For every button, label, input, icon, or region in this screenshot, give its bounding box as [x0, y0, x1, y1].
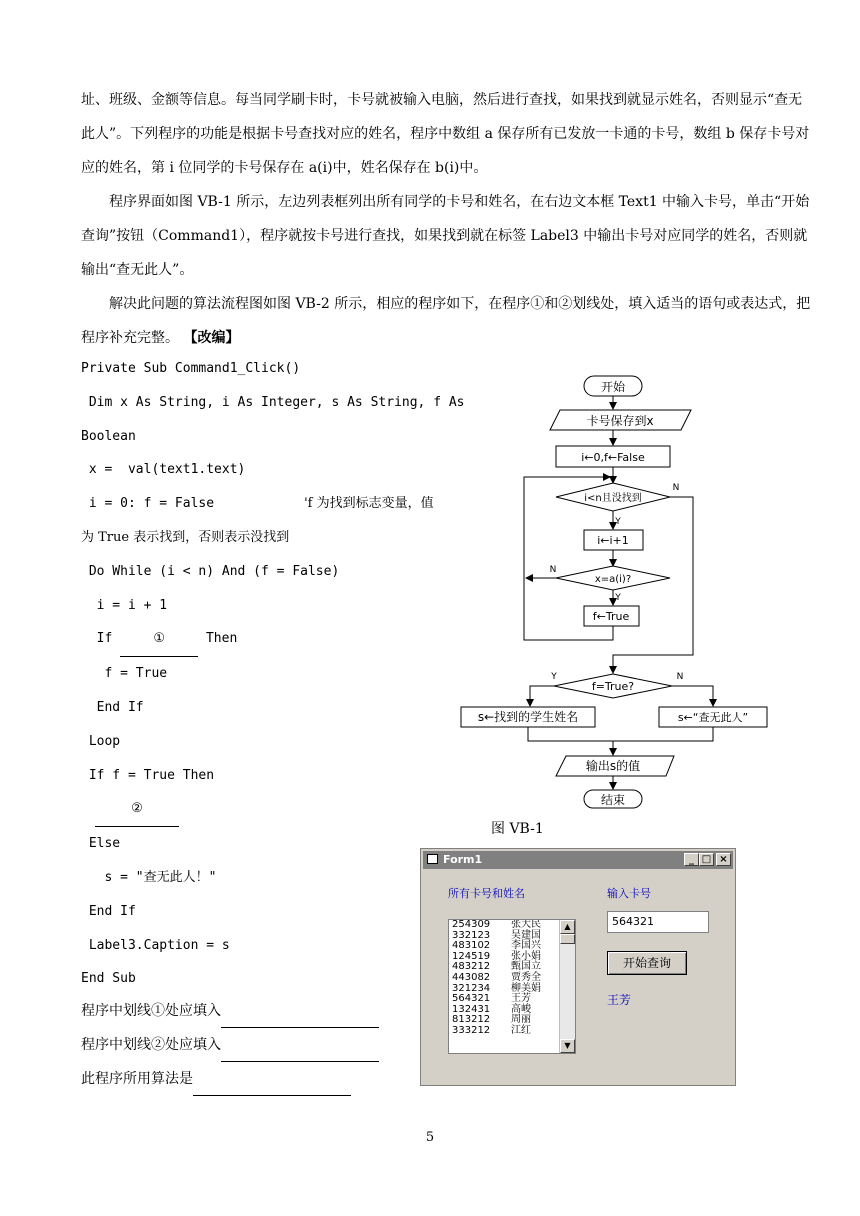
student-name: 吴建国: [511, 929, 541, 941]
code-line: s = "查无此人！": [81, 869, 217, 885]
no-label-1: N: [672, 483, 680, 493]
intro-paragraph-3: [81, 287, 811, 355]
card-id: 332123: [452, 929, 491, 941]
no-label-2: N: [549, 565, 557, 575]
adapted-tag: 【改编】: [183, 330, 240, 346]
code-line: Dim x As String, i As Integer, s As String, f As: [81, 394, 465, 410]
student-name: 张大民: [511, 919, 541, 930]
code-line: If f = True Then: [81, 767, 215, 783]
no-label-3: N: [676, 672, 684, 682]
intro-paragraph-3-text: 解决此问题的算法流程图如图 VB-2 所示，相应的程序如下，在程序①和②划线处，填入适当的语句或表达式，把程序补充完整。: [81, 296, 811, 346]
question-3-text: 此程序所用算法是: [81, 1071, 193, 1087]
code-line: Loop: [81, 733, 121, 749]
found-label: s←找到的学生姓名: [477, 710, 579, 724]
code-line: Boolean: [81, 428, 136, 444]
card-number-input[interactable]: 564321: [607, 911, 709, 933]
questions: [81, 994, 379, 1096]
question-2: [81, 1028, 379, 1062]
listbox-scrollbar[interactable]: [559, 920, 575, 1053]
card-id: 132431: [452, 1003, 491, 1015]
code-line: x = val(text1.text): [81, 462, 246, 478]
scroll-down-button[interactable]: ▼: [560, 1039, 575, 1053]
student-name: 高峻: [511, 1003, 531, 1015]
code-comment-cont: 为 True 表示找到，否则表示没找到: [81, 529, 290, 545]
intro-text: [81, 83, 811, 355]
card-id: 564321: [452, 993, 491, 1005]
code-line: End If: [81, 903, 136, 919]
student-name: 柳美娟: [511, 982, 541, 994]
card-id: 124519: [452, 950, 491, 962]
figure-caption: 图 VB-1: [491, 821, 544, 837]
settrue-label: f←True: [592, 610, 630, 623]
yes-label-2: Y: [615, 593, 621, 603]
input-label: 输入卡号: [607, 887, 651, 900]
card-id: 321234: [452, 982, 491, 994]
list-label: 所有卡号和姓名: [448, 887, 525, 900]
card-id: 813212: [452, 1014, 491, 1026]
end-label: 结束: [600, 793, 626, 807]
answer-line-2: [221, 1043, 379, 1062]
code-line-part: If: [81, 631, 121, 647]
question-1: [81, 994, 379, 1028]
code-line-part: Then: [198, 631, 238, 647]
answer-line-3: [193, 1077, 351, 1096]
blank-2: ②: [95, 792, 179, 827]
code-line: Do While (i < n) And (f = False): [81, 563, 340, 579]
window-title: Form1: [443, 853, 483, 866]
blank-1: ①: [120, 622, 198, 657]
code-line: Else: [81, 836, 121, 852]
minimize-button[interactable]: _: [684, 853, 699, 866]
code-line: [81, 487, 461, 521]
notfound-label: s←“查无此人”: [677, 711, 749, 724]
code-line-part: i = 0: f = False: [81, 496, 215, 512]
card-id: 254309: [452, 919, 491, 930]
scroll-up-button[interactable]: ▲: [560, 920, 575, 934]
student-name: 周丽: [511, 1014, 531, 1026]
title-bar[interactable]: [423, 851, 733, 869]
intro-paragraph-2: 程序界面如图 VB-1 所示，左边列表框列出所有同学的卡号和姓名，在右边文本框 Text1 中输入卡号，单击“开始查询”按钮（Command1），程序就按卡号进行查找，如果找到就在标签 Label3 中输出卡号对应同学的姓名，否则就输出“查无此人”。: [81, 194, 810, 278]
cond3-label: f=True?: [591, 680, 635, 693]
start-query-button[interactable]: 开始查询: [607, 951, 687, 975]
intro-paragraph-1: 址、班级、金额等信息。每当同学刷卡时，卡号就被输入电脑，然后进行查找，如果找到就显示姓名，否则显示“查无此人”。下列程序的功能是根据卡号查找对应的姓名，程序中数组 a 保存所有已发放一卡通的卡号，数组 b 保存卡号对应的姓名，第 i 位同学的卡号保存在 a(i)中，姓名保存在 b(i)中。: [81, 92, 810, 176]
code-line: Label3.Caption = s: [81, 937, 230, 953]
scroll-thumb[interactable]: [560, 934, 575, 944]
student-name: 江红: [511, 1024, 531, 1036]
vb-form-window: [420, 848, 736, 1086]
code-line: [81, 792, 461, 827]
code-line: End Sub: [81, 971, 136, 987]
question-3: [81, 1062, 379, 1096]
form-icon: [427, 854, 438, 864]
code-line: Private Sub Command1_Click(): [81, 361, 301, 376]
code-line: [81, 622, 461, 657]
list-item[interactable]: [449, 1026, 575, 1037]
code-line: End If: [81, 699, 144, 715]
answer-line-1: [221, 1009, 379, 1028]
start-label: 开始: [600, 380, 626, 394]
question-1-text: 程序中划线①处应填入: [81, 1003, 221, 1019]
code-comment: 'f 为找到标志变量，值: [304, 496, 434, 512]
output-label: 输出s的值: [585, 759, 641, 773]
code-line: i = i + 1: [81, 597, 168, 613]
yes-label-1: Y: [615, 517, 621, 527]
student-name: 李国兴: [511, 940, 541, 952]
student-name: 张小娟: [511, 950, 541, 962]
card-id: 443082: [452, 971, 491, 983]
close-button[interactable]: ×: [716, 853, 731, 866]
card-id: 483212: [452, 961, 491, 973]
card-listbox[interactable]: [448, 919, 576, 1054]
code-line: f = True: [81, 666, 168, 682]
student-name: 王芳: [511, 993, 531, 1005]
question-2-text: 程序中划线②处应填入: [81, 1037, 221, 1053]
card-id: 333212: [452, 1024, 491, 1036]
result-label: 王芳: [607, 993, 632, 1007]
inc-label: i←i+1: [597, 534, 629, 547]
card-id: 483102: [452, 940, 491, 952]
maximize-button[interactable]: □: [699, 853, 714, 866]
student-name: 贾秀全: [511, 971, 541, 983]
cond1-label: i<n且没找到: [584, 493, 642, 504]
cond2-label: x=a(i)?: [594, 574, 632, 585]
flowchart: [440, 370, 780, 816]
page-number: 5: [425, 1130, 435, 1145]
student-name: 甄国立: [511, 961, 541, 973]
init-label: i←0,f←False: [581, 451, 645, 464]
yes-label-3: Y: [551, 672, 557, 682]
input-label: 卡号保存到x: [586, 414, 654, 428]
